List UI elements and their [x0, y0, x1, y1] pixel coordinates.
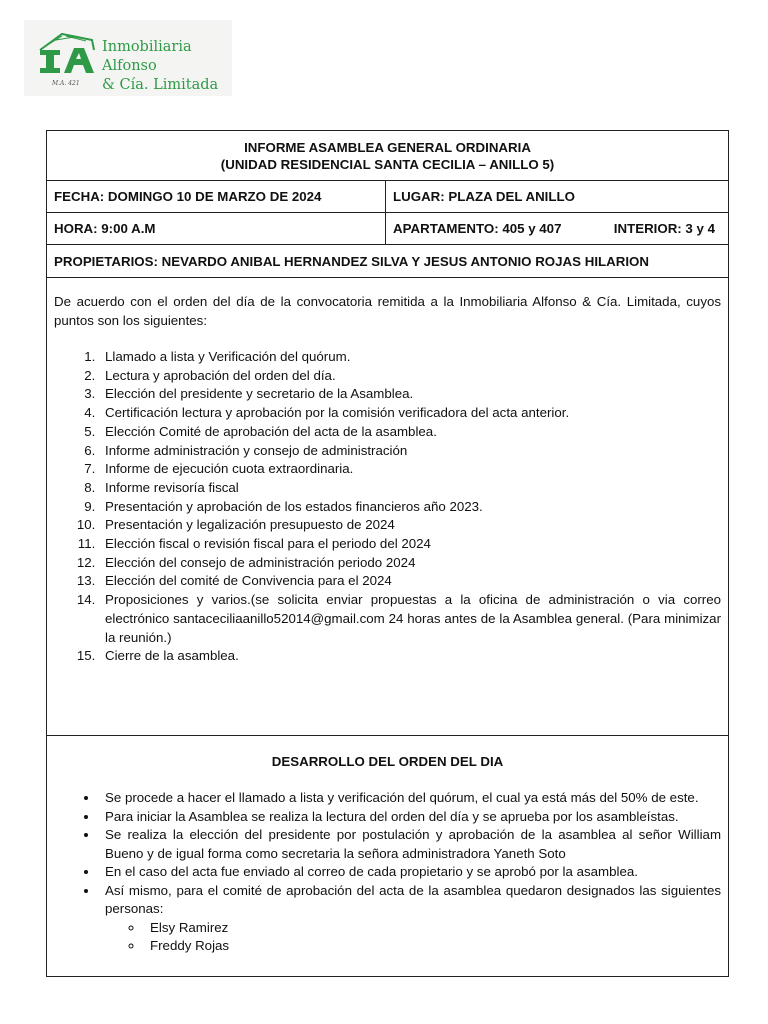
logo-line-2: & Cía. Limitada: [102, 77, 219, 93]
report-title-cell: [47, 131, 729, 181]
personas-list: [105, 919, 721, 956]
apartamento-field: APARTAMENTO: 405 y 407: [393, 221, 562, 236]
persona-item: ◦ Freddy Rojas: [144, 937, 721, 956]
agenda-item: 12. Elección del consejo de administración periodo 2024: [99, 554, 721, 573]
agenda-item: 10. Presentación y legalización presupuesto de 2024: [99, 516, 721, 535]
logo-mark-icon: [36, 30, 98, 78]
company-logo: [24, 20, 232, 96]
agenda-item: 13. Elección del comité de Convivencia para el 2024: [99, 572, 721, 591]
desarrollo-item: • Para iniciar la Asamblea se realiza la lectura del orden del día y se aprueba por los asambleístas.: [99, 808, 721, 827]
lugar-field: LUGAR: PLAZA DEL ANILLO: [386, 181, 729, 213]
agenda-section: [47, 278, 729, 736]
interior-field: INTERIOR: 3 y 4: [613, 221, 716, 236]
agenda-item: 1. Llamado a lista y Verificación del quórum.: [99, 348, 721, 367]
desarrollo-item: • En el caso del acta fue enviado al correo de cada propietario y se aprobó por la asamblea.: [99, 863, 721, 882]
desarrollo-section: [47, 736, 729, 977]
agenda-item: 6. Informe administración y consejo de administración: [99, 442, 721, 461]
agenda-item: 11. Elección fiscal o revisión fiscal para el periodo del 2024: [99, 535, 721, 554]
desarrollo-list: [54, 789, 721, 956]
agenda-item: 5. Elección Comité de aprobación del acta de la asamblea.: [99, 423, 721, 442]
report-subtitle: (UNIDAD RESIDENCIAL SANTA CECILIA – ANILLO 5): [220, 156, 555, 172]
agenda-item: 4. Certificación lectura y aprobación por la comisión verificadora del acta anterior.: [99, 404, 721, 423]
logo-line-1: Inmobiliaria Alfonso: [102, 39, 192, 74]
hora-field: HORA: 9:00 A.M: [47, 213, 386, 245]
agenda-item: 14. Proposiciones y varios.(se solicita enviar propuestas a la oficina de administración o via correo electrónico santaceciliaanillo52014@gmail.com 24 horas antes de la Asamblea general. (Para minimizar la reunión.): [99, 591, 721, 647]
agenda-item: 9. Presentación y aprobación de los estados financieros año 2023.: [99, 498, 721, 517]
agenda-item: 8. Informe revisoría fiscal: [99, 479, 721, 498]
agenda-item: 15. Cierre de la asamblea.: [99, 647, 721, 666]
agenda-item: 2. Lectura y aprobación del orden del día.: [99, 367, 721, 386]
report-table: [46, 130, 729, 977]
agenda-list: [54, 348, 721, 666]
desarrollo-item: [99, 882, 721, 956]
desarrollo-heading: DESARROLLO DEL ORDEN DEL DIA: [271, 754, 504, 769]
propietarios-field: PROPIETARIOS: NEVARDO ANIBAL HERNANDEZ SILVA Y JESUS ANTONIO ROJAS HILARION: [47, 245, 729, 278]
agenda-item: 3. Elección del presidente y secretario de la Asamblea.: [99, 385, 721, 404]
persona-item: ◦ Elsy Ramirez: [144, 919, 721, 938]
desarrollo-item: • Se realiza la elección del presidente por postulación y aprobación de la asamblea al señor William Bueno y de igual forma como secretaria la señora administradora Yaneth Soto: [99, 826, 721, 863]
logo-tag: M.A. 421: [52, 80, 80, 87]
fecha-field: FECHA: DOMINGO 10 DE MARZO DE 2024: [47, 181, 386, 213]
desarrollo-item-text: Así mismo, para el comité de aprobación del acta de la asamblea quedaron designados las siguientes personas:: [105, 882, 722, 916]
desarrollo-item: • Se procede a hacer el llamado a lista y verificación del quórum, el cual ya está más del 50% de este.: [99, 789, 721, 808]
agenda-intro: De acuerdo con el orden del día de la convocatoria remitida a la Inmobiliaria Alfonso & Cía. Limitada, cuyos puntos son los siguientes:: [54, 294, 722, 328]
agenda-item: 7. Informe de ejecución cuota extraordinaria.: [99, 460, 721, 479]
report-title: INFORME ASAMBLEA GENERAL ORDINARIA: [244, 139, 531, 155]
